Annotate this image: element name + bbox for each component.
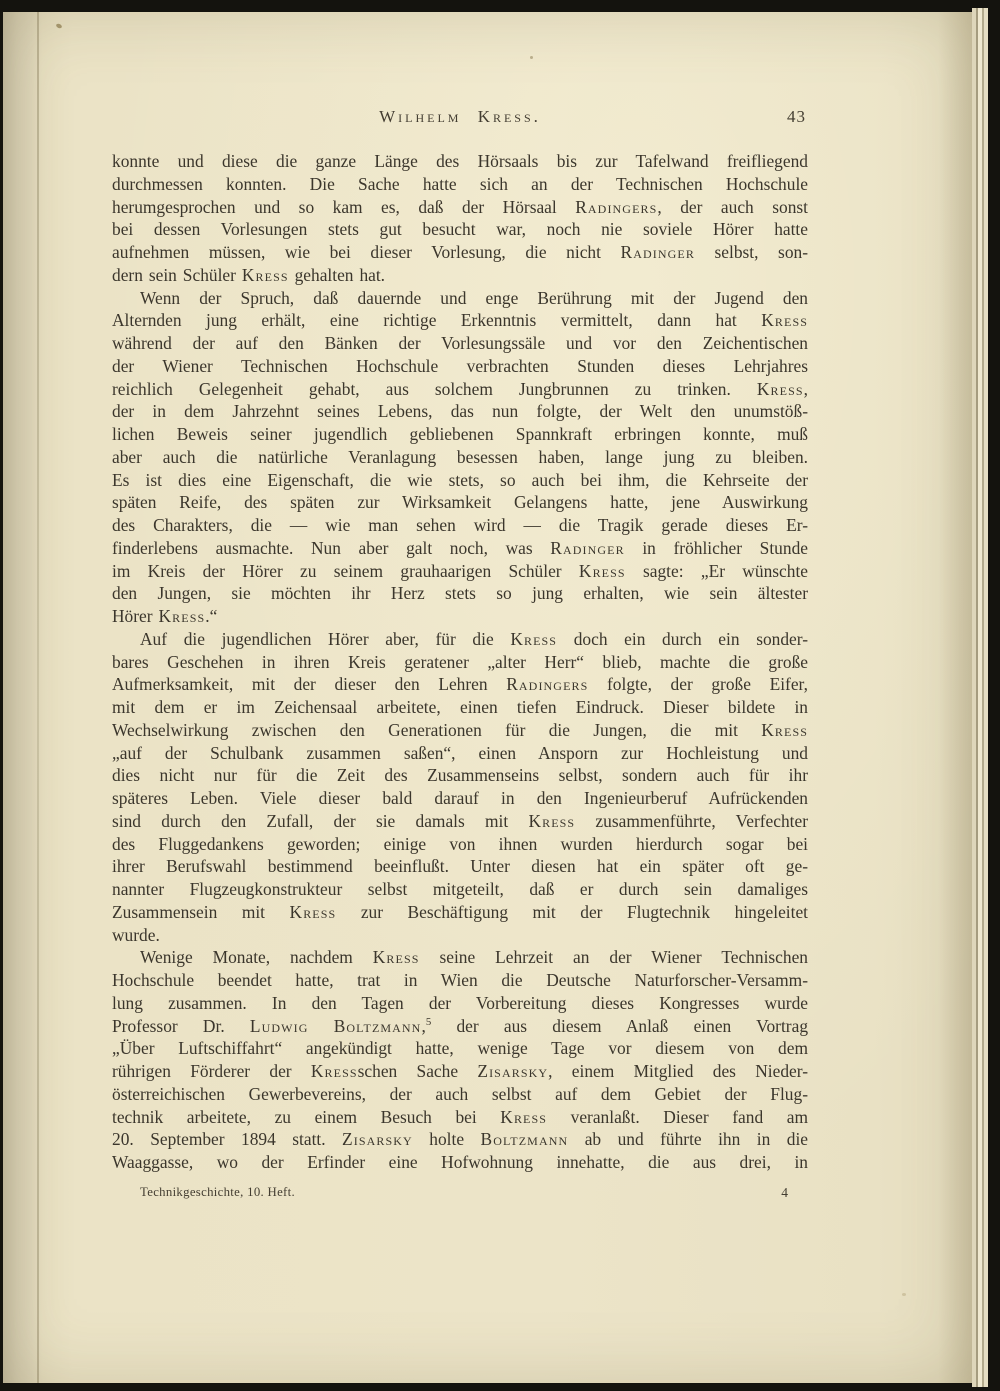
text-line: des Fluggedankens geworden; einige von ihnen wurden hierdurch sogar bei <box>112 833 808 854</box>
small-caps-name: Kress <box>510 628 558 649</box>
text-line: späteres Leben. Viele dieser bald darauf in den Ingenieurberuf Aufrückenden <box>112 788 808 808</box>
paragraph <box>112 150 808 287</box>
text-line: bares Geschehen in ihren Kreis geratener „alter Herr“ blieb, machte die große <box>112 651 808 672</box>
small-caps-name: Kress <box>761 719 808 740</box>
small-caps-name: Ludwig <box>249 1015 309 1036</box>
text-line: den Jungen, sie möchten ihr Herz stets so jung erhalten, wie sein ältester <box>112 583 808 604</box>
text-line: im Kreis der Hörer zu seinem grauhaarigen Schüler Kress sagte: „Er wünschte <box>112 560 808 581</box>
page-footer <box>112 1185 808 1203</box>
small-caps-name: Kress <box>241 264 289 285</box>
text-line: 20. September 1894 statt. Zisarsky holte Boltzmann ab und führte ihn in die <box>112 1129 808 1150</box>
small-caps-name: Zisarsky <box>477 1061 549 1081</box>
small-caps-name: Kress <box>372 947 420 968</box>
paragraph <box>112 628 808 947</box>
text-line: Alternden jung erhält, eine richtige Erkenntnis vermittelt, dann hat Kress <box>112 310 808 331</box>
text-line: „Über Luftschiffahrt“ angekündigt hatte, wenige Tage vor diesem von dem <box>112 1038 808 1059</box>
text-block <box>112 150 808 1174</box>
signature-mark: 4 <box>781 1185 788 1200</box>
text-line: Es ist dies eine Eigenschaft, die wie stets, so auch bei ihm, die Kehrseite der <box>112 469 808 490</box>
text-line: Wechselwirkung zwischen den Generationen für die Jungen, die mit Kress <box>112 719 808 740</box>
text-line: ihrer Berufswahl bestimmend beeinflußt. Unter diesen hat ein später oft ge- <box>112 856 808 877</box>
text-line: lichen Beweis seiner jugendlich gebliebenen Spannkraft erbringen konnte, muß <box>112 424 808 444</box>
small-caps-name: Radingers <box>575 196 658 217</box>
text-line: dies nicht nur für die Zeit des Zusammenseins selbst, sondern auch für ihr <box>112 765 808 786</box>
small-caps-name: Boltzmann <box>480 1129 569 1150</box>
text-line: nannter Flugzeugkonstrukteur selbst mitgeteilt, daß er durch sein damaliges <box>112 879 808 899</box>
paper-speck <box>530 56 533 59</box>
text-line: Wenige Monate, nachdem Kress seine Lehrzeit an der Wiener Technischen <box>140 947 808 968</box>
small-caps-name: Kress <box>500 1106 548 1127</box>
footnote-marker: 5 <box>425 1015 432 1028</box>
text-line: aufnehmen müssen, wie bei dieser Vorlesung, die nicht Radinger selbst, son- <box>112 242 808 262</box>
text-line: durchmessen konnten. Die Sache hatte sich an der Technischen Hochschule <box>112 173 808 194</box>
running-title: Wilhelm Kress. <box>379 107 541 126</box>
small-caps-name: Kress <box>310 1061 358 1081</box>
paragraph <box>112 287 808 628</box>
text-line: Auf die jugendlichen Hörer aber, für die Kress doch ein durch ein sonder- <box>140 628 809 649</box>
small-caps-name: Radinger <box>550 537 625 558</box>
text-line: bei dessen Vorlesungen stets gut besucht war, noch nie soviele Hörer hatte <box>112 219 808 240</box>
page-crease <box>37 12 39 1383</box>
text-line: lung zusammen. In den Tagen der Vorbereitung dieses Kongresses wurde <box>112 992 808 1013</box>
paper-speck <box>902 1293 906 1296</box>
text-line: späten Reife, des späten zur Wirksamkeit Gelangens hatte, jene Auswirkung <box>112 492 808 513</box>
small-caps-name: Kress <box>578 560 626 581</box>
text-line: Zusammensein mit Kress zur Beschäftigung mit der Flugtechnik hingeleitet <box>112 901 809 922</box>
text-line: dern sein Schüler Kress gehalten hat. <box>112 264 386 285</box>
small-caps-name: Kress <box>289 901 337 922</box>
paragraph <box>112 946 808 1174</box>
text-line: herumgesprochen und so kam es, daß der Hörsaal Radingers, der auch sonst <box>112 196 808 217</box>
text-line: aber auch die natürliche Veranlagung besessen haben, lange jung zu bleiben. <box>112 446 808 467</box>
text-line: während der auf den Bänken der Vorlesungssäle und vor den Zeichentischen <box>112 333 808 353</box>
small-caps-name: Radingers <box>506 674 589 695</box>
small-caps-name: Kress <box>528 810 576 831</box>
text-line: finderlebens ausmachte. Nun aber galt noch, was Radinger in fröhlicher Stunde <box>112 537 808 558</box>
text-line: des Charakters, die — wie man sehen wird — die Tragik gerade dieses Er- <box>112 515 808 535</box>
text-line: konnte und diese die ganze Länge des Hörsaals bis zur Tafelwand freifliegend <box>112 151 808 171</box>
small-caps-name: Kress <box>756 378 804 399</box>
text-line: Waaggasse, wo der Erfinder eine Hofwohnung innehatte, die aus drei, in <box>112 1152 808 1172</box>
text-line: der in dem Jahrzehnt seines Lebens, das nun folgte, der Welt den unumstöß- <box>112 401 808 422</box>
small-caps-name: Boltzmann <box>333 1015 422 1036</box>
small-caps-name: Radinger <box>620 242 695 262</box>
paper-speck <box>55 23 62 29</box>
text-line: Wenn der Spruch, daß dauernde und enge Berührung mit der Jugend den <box>140 287 808 308</box>
small-caps-name: Kress <box>761 310 808 331</box>
text-line: sind durch den Zufall, der sie damals mit Kress zusammenführte, Verfechter <box>112 810 808 831</box>
text-line: rührigen Förderer der Kressschen Sache Zisarsky, einem Mitglied des Nieder- <box>112 1061 809 1081</box>
text-line: „auf der Schulbank zusammen saßen“, einen Ansporn zur Hochleistung und <box>112 742 808 763</box>
footer-journal: Technikgeschichte, 10. Heft. <box>140 1185 295 1199</box>
text-line: österreichischen Gewerbevereins, der auch selbst auf dem Gebiet der Flug- <box>112 1083 808 1104</box>
small-caps-name: Zisarsky <box>342 1129 413 1150</box>
small-caps-name: Kress <box>158 606 206 626</box>
page-edge-shadow <box>938 12 972 1383</box>
page-edge-stack <box>984 8 988 1387</box>
text-line: wurde. <box>112 924 160 945</box>
text-line: der Wiener Technischen Hochschule verbrachten Stunden dieses Lehrjahres <box>112 355 808 376</box>
text-line: mit dem er im Zeichensaal arbeitete, einen tiefen Eindruck. Dieser bildete in <box>112 697 808 717</box>
page-header <box>112 107 808 133</box>
page-number: 43 <box>787 107 806 126</box>
text-line: Hörer Kress.“ <box>112 606 218 626</box>
book-page <box>3 12 972 1383</box>
text-line: Aufmerksamkeit, mit der dieser den Lehren Radingers folgte, der große Eifer, <box>112 674 808 695</box>
text-line: reichlich Gelegenheit gehabt, aus solchem Jungbrunnen zu trinken. Kress, <box>112 378 808 399</box>
text-line: technik arbeitete, zu einem Besuch bei Kress veranlaßt. Dieser fand am <box>112 1106 808 1127</box>
text-line: Professor Dr. Ludwig Boltzmann,$^5$ der aus diesem Anlaß einen Vortrag <box>112 1015 809 1036</box>
text-line: Hochschule beendet hatte, trat in Wien die Deutsche Naturforscher-Versamm- <box>112 970 808 990</box>
